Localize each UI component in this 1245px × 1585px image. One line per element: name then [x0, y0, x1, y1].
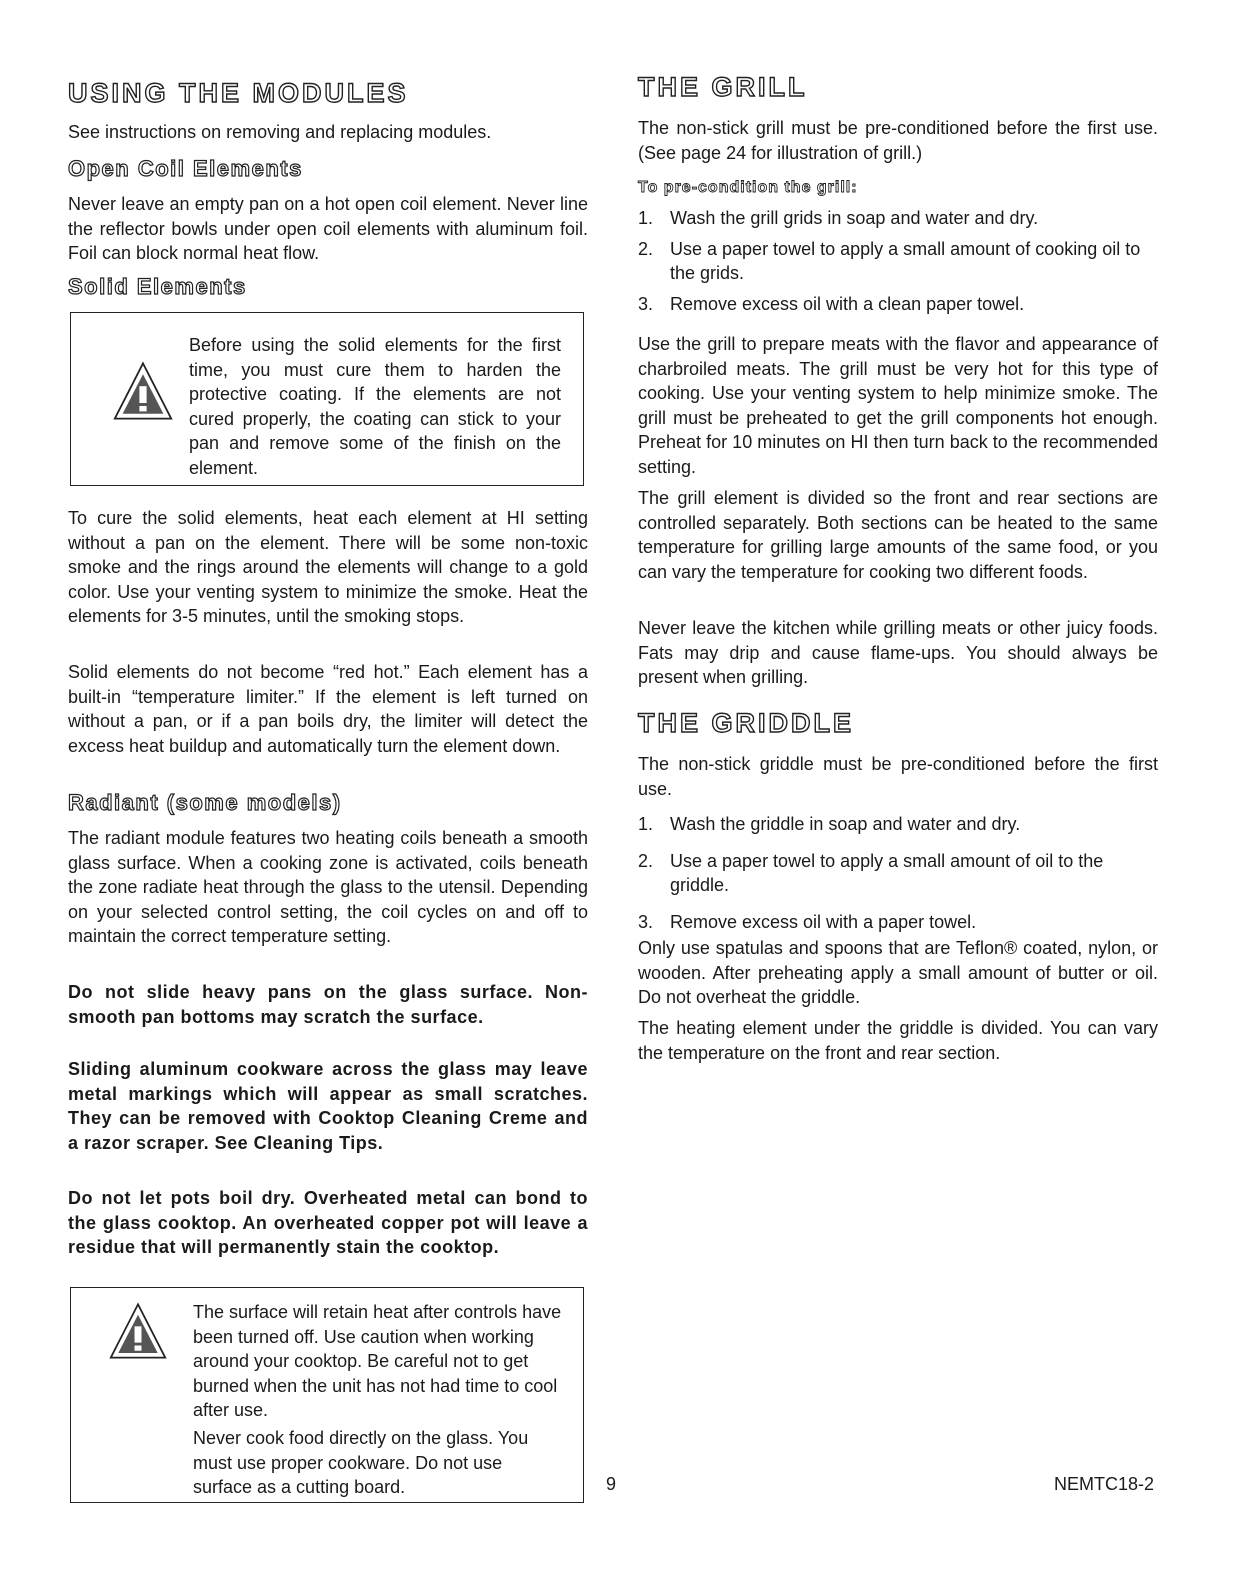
griddle-utensils-text: Only use spatulas and spoons that are Teflon® coated, nylon, or wooden. After preheating apply a small amount of butter or oil. Do not overheat the griddle.: [638, 938, 1158, 1007]
grill-step: 1. Wash the grill grids in soap and water and dry.: [638, 208, 1039, 228]
modules-intro: See instructions on removing and replacing modules.: [68, 122, 492, 142]
radiant-caution-2: Sliding aluminum cookware across the glass may leave metal markings which will appear as small scratches. They can be removed with Cooktop Cleaning Creme and a razor scraper. See Cleaning Tips.: [68, 1059, 588, 1153]
grill-sections-text: The grill element is divided so the front and rear sections are controlled separately. Both sections can be heated to the same temperature for grilling large amounts of the same food, or you can vary the temperature for cooking two different foods.: [638, 488, 1158, 582]
grill-precondition-subheading: To pre-condition the grill:: [638, 179, 858, 196]
heading-open-coil: Open Coil Elements: [68, 156, 303, 181]
griddle-intro: The non-stick griddle must be pre-conditioned before the first use.: [638, 754, 1158, 799]
grill-step: 3. Remove excess oil with a clean paper towel.: [638, 293, 1025, 314]
warning-triangle-icon: [109, 1302, 167, 1360]
grill-safety-text: Never leave the kitchen while grilling meats or other juicy foods. Fats may drip and cause flame-ups. You should always be present when grilling.: [638, 618, 1158, 687]
grill-steps: [638, 206, 1158, 316]
warning-box-radiant: [70, 1287, 584, 1503]
warning-solid-text: Before using the solid elements for the first time, you must cure them to harden the protective coating. If the elements are not cured properly, the coating can stick to your pan and remove some of the finish on the element.: [189, 335, 561, 478]
griddle-step: 1. Wash the griddle in soap and water and dry.: [638, 814, 1021, 834]
warning-box-solid: [70, 312, 584, 486]
radiant-caution-3: Do not let pots boil dry. Overheated metal can bond to the glass cooktop. An overheated copper pot will leave a residue that will permanently stain the cooktop.: [68, 1188, 588, 1257]
griddle-steps: [638, 812, 1158, 934]
griddle-step: 3. Remove excess oil with a paper towel.: [638, 911, 977, 932]
grill-step: 2. Use a paper towel to apply a small amount of cooking oil to the grids.: [638, 238, 1141, 283]
page-number: 9: [606, 1474, 617, 1494]
warning-radiant-text-1: The surface will retain heat after controls have been turned off. Use caution when working around your cooktop. Be careful not to get burned when the unit has not had time to cool after use.: [193, 1302, 562, 1420]
warning-radiant-text-2: Never cook food directly on the glass. You must use proper cookware. Do not use surface as a cutting board.: [193, 1428, 529, 1497]
section-heading-modules: USING THE MODULES: [68, 78, 409, 108]
warning-triangle-icon: [113, 361, 173, 421]
document-code: NEMTC18-2: [1054, 1474, 1155, 1494]
section-heading-griddle: THE GRIDDLE: [638, 708, 855, 738]
solid-cure-text: To cure the solid elements, heat each element at HI setting without a pan on the element. There will be some non-toxic smoke and the rings around the elements will change to a gold color. Use your venting system to minimize the smoke. Heat the elements for 3-5 minutes, until the smoking stops.: [68, 508, 588, 626]
open-coil-text: Never leave an empty pan on a hot open coil element. Never line the reflector bowls under open coil elements with aluminum foil. Foil can block normal heat flow.: [68, 194, 588, 263]
section-heading-grill: THE GRILL: [638, 72, 808, 102]
heading-solid-elements: Solid Elements: [68, 274, 247, 299]
radiant-text: The radiant module features two heating coils beneath a smooth glass surface. When a cooking zone is activated, coils beneath the zone radiate heat through the glass to the utensil. Depending on your selected control setting, the coil cycles on and off to maintain the correct temperature setting.: [68, 828, 588, 946]
griddle-element-text: The heating element under the griddle is divided. You can vary the temperature on the front and rear section.: [638, 1018, 1158, 1063]
heading-radiant: Radiant (some models): [68, 790, 342, 815]
grill-usage-text: Use the grill to prepare meats with the flavor and appearance of charbroiled meats. The grill must be very hot for this type of cooking. Use your venting system to help minimize smoke. The grill must be preheated to get the grill components hot enough. Preheat for 10 minutes on HI then turn back to the recommended setting.: [638, 334, 1158, 477]
radiant-caution-1: Do not slide heavy pans on the glass surface. Non-smooth pan bottoms may scratch the surface.: [68, 982, 588, 1027]
grill-intro: The non-stick grill must be pre-conditioned before the first use. (See page 24 for illustration of grill.): [638, 118, 1158, 163]
solid-limiter-text: Solid elements do not become “red hot.” Each element has a built-in “temperature limiter.” If the element is left turned on without a pan, or if a pan boils dry, the limiter will detect the excess heat buildup and automatically turn the element down.: [68, 662, 588, 756]
griddle-step: 2. Use a paper towel to apply a small amount of oil to the griddle.: [638, 850, 1104, 895]
